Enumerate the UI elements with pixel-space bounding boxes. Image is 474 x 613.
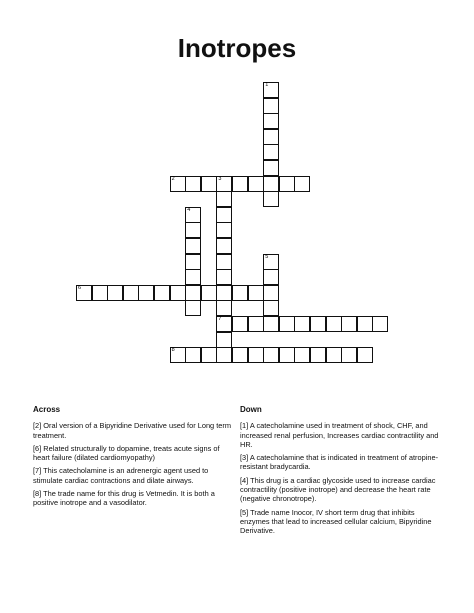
crossword-cell[interactable] (216, 254, 232, 270)
clue-number: 7 (218, 316, 222, 322)
crossword-cell[interactable] (185, 222, 201, 238)
crossword-cell[interactable] (232, 176, 248, 192)
crossword-cell[interactable] (279, 347, 295, 363)
crossword-cell[interactable] (372, 316, 388, 332)
clue-number: 3 (218, 175, 222, 182)
crossword-cell[interactable] (294, 176, 310, 192)
crossword-cell[interactable] (138, 285, 154, 301)
crossword-cell[interactable] (92, 285, 108, 301)
clue-number: 6 (78, 284, 82, 291)
crossword-cell[interactable] (279, 316, 295, 332)
crossword-cell[interactable] (185, 285, 201, 301)
crossword-cell[interactable] (216, 269, 232, 285)
crossword-cell[interactable] (185, 238, 201, 254)
crossword-cell[interactable] (248, 176, 264, 192)
clue-number: 1 (265, 82, 269, 88)
crossword-cell[interactable] (341, 316, 357, 332)
crossword-cell[interactable] (107, 285, 123, 301)
crossword-cell[interactable] (185, 207, 201, 223)
crossword-cell[interactable] (216, 316, 232, 332)
down-clues (240, 405, 445, 540)
crossword-cell[interactable] (248, 316, 264, 332)
across-clue: [7] This catecholamine is an adrenergic agent used to stimulate cardiac contractions and dilate airways. (33, 466, 209, 485)
clue-number: 5 (265, 253, 269, 260)
crossword-cell[interactable] (357, 316, 373, 332)
down-clue: [1] A catecholamine used in treatment of shock, CHF, and increased renal perfusion, Increases cardiac contractility and HR. (240, 421, 439, 449)
crossword-cell[interactable] (154, 285, 170, 301)
crossword-cell[interactable] (310, 316, 326, 332)
crossword-cell[interactable] (185, 269, 201, 285)
crossword-cell[interactable] (216, 238, 232, 254)
down-heading: Down (240, 405, 262, 414)
across-clue: [8] The trade name for this drug is Vetmedin. It is both a positive inotrope and a vasodilator. (33, 489, 215, 508)
crossword-cell[interactable] (216, 347, 232, 363)
page-title: Inotropes (177, 33, 297, 63)
crossword-cell[interactable] (326, 347, 342, 363)
crossword-cell[interactable] (185, 254, 201, 270)
crossword-cell[interactable] (170, 285, 186, 301)
crossword-cell[interactable] (263, 82, 279, 98)
crossword-cell[interactable] (216, 176, 232, 192)
crossword-cell[interactable] (263, 129, 279, 145)
down-clue: [4] This drug is a cardiac glycoside used to increase cardiac contractility (positive inotrope) and decrease the heart rate (negative chronotrope). (240, 475, 436, 504)
crossword-cell[interactable] (263, 176, 279, 192)
crossword-cell[interactable] (263, 113, 279, 129)
crossword-cell[interactable] (216, 300, 232, 316)
across-heading: Across (33, 405, 61, 414)
crossword-cell[interactable] (201, 347, 217, 363)
across-clue: [6] Related structurally to dopamine, treats acute signs of heart failure (dilated cardiomyopathy) (33, 443, 220, 463)
crossword-cell[interactable] (357, 347, 373, 363)
crossword-cell[interactable] (216, 222, 232, 238)
crossword-cell[interactable] (216, 207, 232, 223)
crossword-cell[interactable] (185, 300, 201, 316)
clue-number: 8 (171, 347, 175, 354)
crossword-cell[interactable] (263, 300, 279, 316)
crossword-cell[interactable] (248, 347, 264, 363)
crossword-cell[interactable] (232, 347, 248, 363)
crossword-cell[interactable] (232, 285, 248, 301)
clue-number: 4 (187, 206, 191, 213)
crossword-cell[interactable] (263, 144, 279, 160)
clue-number: 2 (171, 175, 175, 182)
crossword-cell[interactable] (201, 176, 217, 192)
crossword-cell[interactable] (170, 347, 186, 363)
crossword-cell[interactable] (216, 285, 232, 301)
crossword-cell[interactable] (310, 347, 326, 363)
crossword-cell[interactable] (216, 191, 232, 207)
crossword-cell[interactable] (279, 176, 295, 192)
crossword-cell[interactable] (216, 332, 232, 348)
crossword-cell[interactable] (263, 269, 279, 285)
across-clues (33, 405, 238, 512)
crossword-cell[interactable] (201, 285, 217, 301)
crossword-cell[interactable] (185, 176, 201, 192)
crossword-cell[interactable] (326, 316, 342, 332)
crossword-cell[interactable] (294, 316, 310, 332)
crossword-cell[interactable] (263, 316, 279, 332)
crossword-cell[interactable] (263, 254, 279, 270)
crossword-cell[interactable] (123, 285, 139, 301)
crossword-cell[interactable] (263, 191, 279, 207)
crossword-cell[interactable] (232, 316, 248, 332)
crossword-cell[interactable] (263, 347, 279, 363)
down-clue: [3] A catecholamine that is indicated in treatment of atropine-resistant bradycardia. (240, 453, 439, 472)
crossword-cell[interactable] (248, 285, 264, 301)
crossword-cell[interactable] (76, 285, 92, 301)
crossword-cell[interactable] (263, 160, 279, 176)
crossword-cell[interactable] (263, 98, 279, 114)
crossword-cell[interactable] (341, 347, 357, 363)
crossword-cell[interactable] (185, 347, 201, 363)
across-clue: [2] Oral version of a Bipyridine Derivative used for Long term treatment. (33, 421, 232, 440)
down-clue: [5] Trade name Inocor, IV short term drug that inhibits enzymes that lead to increased cellular calcium, Bipyridine Derivative. (240, 507, 432, 536)
crossword-cell[interactable] (263, 285, 279, 301)
crossword-cell[interactable] (294, 347, 310, 363)
crossword-cell[interactable] (170, 176, 186, 192)
